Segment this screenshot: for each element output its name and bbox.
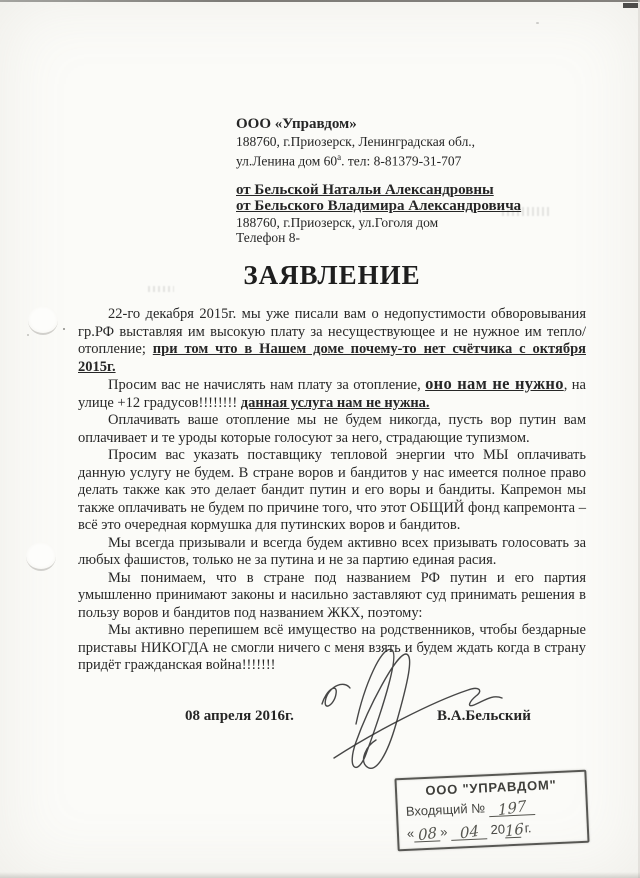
stamp-month-handwritten: 04 (459, 821, 479, 843)
scan-edge-top (0, 0, 640, 2)
signatory-name: В.А.Бельский (437, 708, 531, 724)
sender-phone: Телефон 8- (236, 230, 300, 245)
paragraph-text-segment: оно нам не нужно (425, 374, 564, 393)
stamp-quote-open: « (406, 825, 415, 841)
letter-date: 08 апреля 2016г. (185, 708, 294, 724)
stamp-year-field (504, 819, 525, 841)
house-letter-superscript: а (337, 151, 342, 162)
paragraph-text-segment: Мы понимаем, что в стране под названием РФ путин и его партия умышленно принимают законы и насильно заставляют суд принимать решения в пользу воров и бандитов под названием ЖКХ, поэтому: (78, 569, 586, 621)
recipient-address-line2 (236, 150, 576, 169)
scan-speck (27, 334, 29, 336)
paragraph-text-segment: Просим вас указать поставщику тепловой энергии что МЫ оплачивать данную услугу не будем. В стране воров и бандитов у нас имеется полное право делать также как это делает бандит путин и его воры и бандиты. Капремон мы также оплачивать не будем по причине того, что этот ОБЩИЙ фонд капремонта – всё это очередная кормушка для путинских воров и бандитов. (78, 447, 586, 533)
stamp-year-handwritten: 16 (504, 819, 525, 841)
scan-edge-bottom (0, 872, 640, 878)
document-title: ЗАЯВЛЕНИЕ (243, 260, 421, 290)
stamp-quote-close: » (439, 824, 448, 840)
letter-header (236, 114, 576, 246)
stamp-date-line (407, 816, 580, 843)
paragraph-text-segment: , на улице +12 градусов!!!!!!!! (78, 377, 586, 411)
sender-name-1: от Бельской Натальи Александровны (236, 181, 494, 198)
paragraph-text-segment: при том что в Нашем доме почему-то нет счётчика с октября 2015г. (78, 341, 586, 375)
handwritten-signature (298, 628, 513, 783)
stamp-day-field (414, 822, 441, 845)
stamp-year-prefix: 20 (490, 821, 506, 838)
hole-punch-top (28, 306, 58, 335)
paragraph-text-segment: 22-го декабря 2015г. мы уже писали вам о недопустимости обворовывания гр.РФ выставляя им высокую плату за несуществующее и не нужное им тепло/отопление; (78, 306, 586, 357)
recipient-address-line1: 188760, г.Приозерск, Ленинградская обл., (236, 134, 476, 149)
recipient-address-street: ул.Ленина дом 60 (236, 153, 338, 168)
body-paragraph (78, 376, 586, 412)
paragraph-text-segment: данная услуга нам не нужна. (240, 394, 430, 411)
sender-address: 188760, г.Приозерск, ул.Гоголя дом (236, 214, 439, 230)
scan-speck (536, 22, 539, 24)
paragraph-text-segment: Оплачивать ваше отопление мы не будем никогда, пусть вор путин вам оплачивает и те уроды которые голосуют за него, страдающие тупизмом. (78, 412, 586, 446)
stamp-incoming-number-handwritten: 197 (497, 796, 527, 820)
stamp-day-handwritten: 08 (417, 823, 438, 845)
recipient-phone: . тел: 8-81379-31-707 (341, 153, 462, 168)
body-paragraph (78, 412, 586, 447)
stamp-incoming-number-field (488, 796, 535, 820)
paragraph-text-segment: Просим вас не начислять нам плату за отопление, (108, 377, 426, 393)
stamp-year-suffix: г. (524, 820, 532, 836)
incoming-stamp (394, 770, 589, 852)
body-paragraph (78, 447, 586, 535)
scan-speck (63, 328, 65, 330)
stamp-month-field (451, 820, 488, 841)
letter-body (78, 306, 586, 675)
paragraph-text-segment: Мы всегда призывали и всегда будем активно всех призывать голосовать за любых фашистов, только не за путина и не за партию единая расия. (78, 534, 586, 568)
scan-corner-mark (623, 3, 638, 8)
stamp-org-name: ООО "УПРАВДОМ" (425, 777, 557, 798)
header-spacer (236, 169, 576, 182)
hole-punch-bottom (26, 542, 56, 571)
body-paragraph (78, 306, 586, 376)
stamp-incoming-label: Входящий № (405, 800, 486, 819)
paragraph-text-segment: Мы активно перепишем всё имущество на родственников, чтобы бездарные приставы НИКОГДА не смогли ничего с меня взять и будем ждать когда в страну придёт гражданская война!!!!!!! (78, 622, 586, 673)
sender-name-2: от Бельского Владимира Александровича (236, 198, 522, 214)
recipient-org-name: ООО «Управдом» (236, 116, 357, 132)
body-paragraph (78, 570, 586, 623)
body-paragraph (78, 535, 586, 570)
